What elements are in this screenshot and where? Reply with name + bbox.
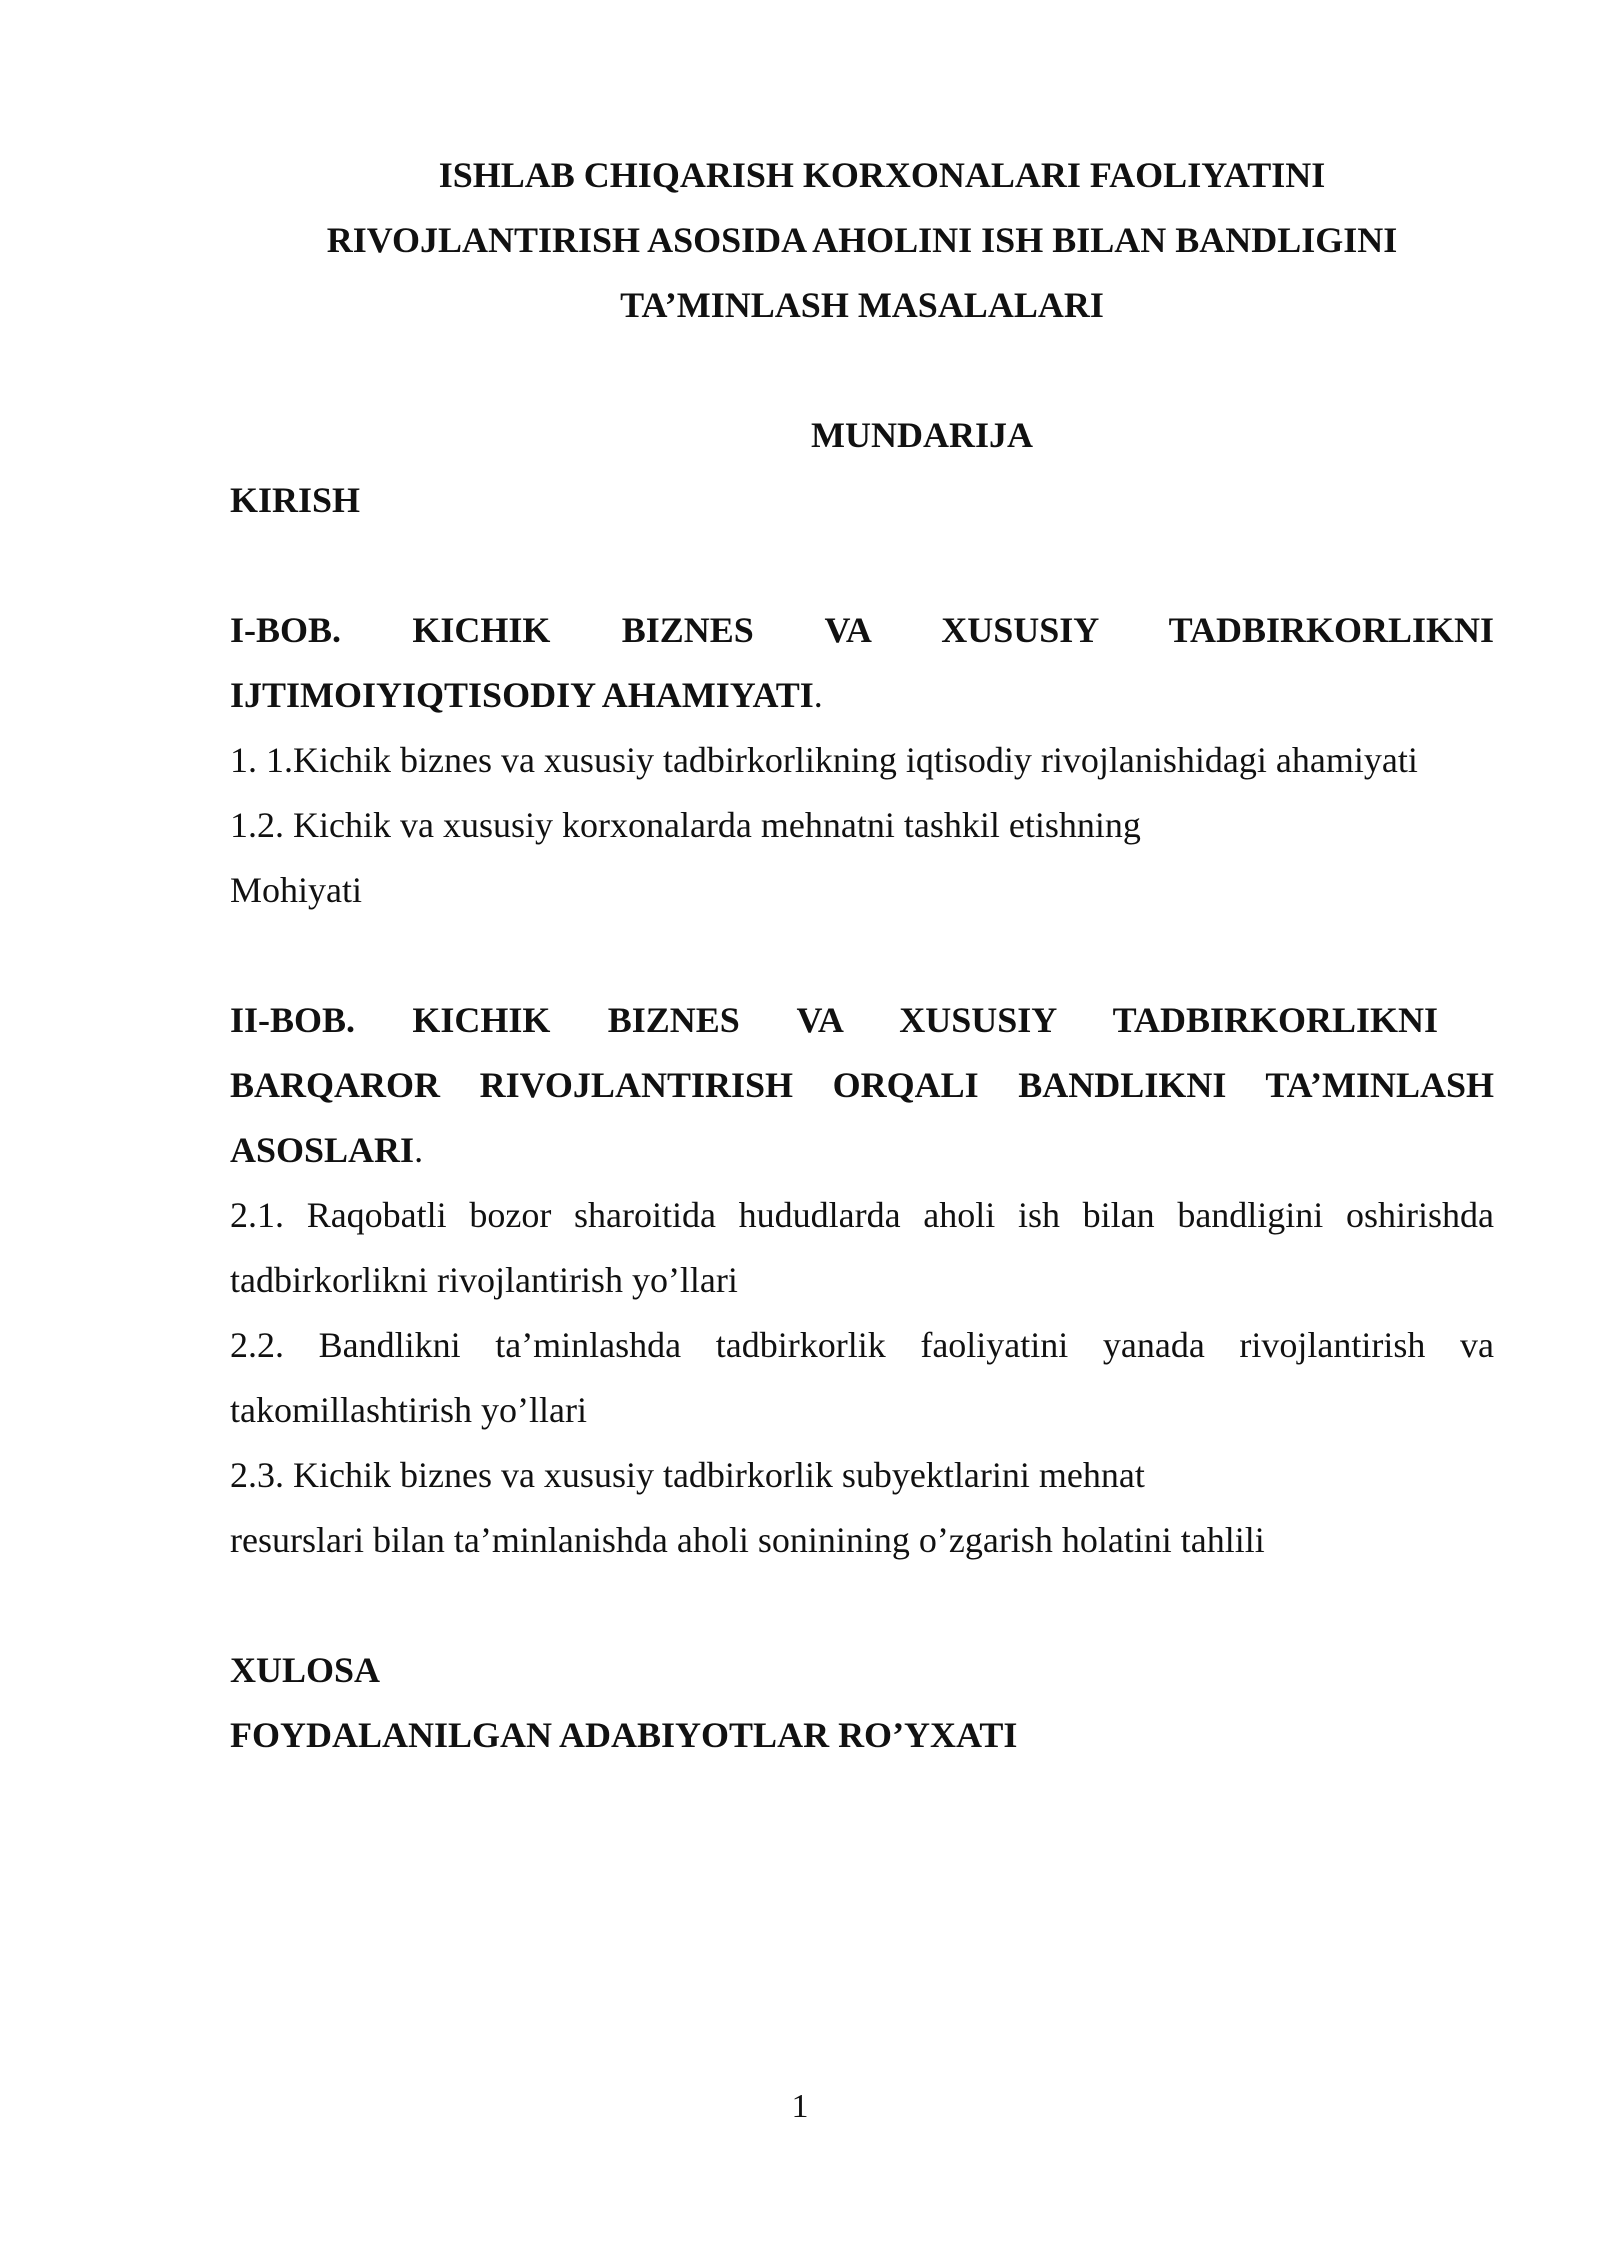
chapter-1-heading-line-1: I-BOB. KICHIK BIZNES VA XUSUSIY TADBIRKORLIKNI	[230, 610, 1494, 650]
chapter-1-heading-dot: .	[813, 675, 823, 715]
references-entry: FOYDALANILGAN ADABIYOTLAR RO’YXATI	[230, 1715, 1018, 1755]
chapter-2-heading-line-3-wrap	[230, 1118, 1494, 1183]
chapter-2-item-2-1-line-1: 2.1. Raqobatli bozor sharoitida hududlarda aholi ish bilan bandligini oshirishda	[230, 1195, 1494, 1235]
chapter-2-item-2-3-line-2: resurslari bilan ta’minlanishda aholi soninining o’zgarish holatini tahlili	[230, 1520, 1265, 1560]
chapter-2-heading-line-3: ASOSLARI	[230, 1130, 415, 1170]
toc-heading: MUNDARIJA	[811, 415, 1033, 455]
chapter-1-heading-line-2: IJTIMOIYIQTISODIY AHAMIYATI	[230, 675, 814, 715]
chapter-1-item-1-2-continuation: Mohiyati	[230, 870, 362, 910]
document-title	[230, 143, 1494, 338]
chapter-1-block	[230, 598, 1494, 923]
chapter-1-item-1-1: 1. 1.Kichik biznes va xususiy tadbirkorlikning iqtisodiy rivojlanishidagi ahamiyati	[230, 740, 1418, 780]
chapter-2-heading-dot: .	[414, 1130, 424, 1170]
chapter-2-item-2-3-line-1: 2.3. Kichik biznes va xususiy tadbirkorlik subyektlarini mehnat	[230, 1455, 1145, 1495]
page-number: 1	[791, 2088, 809, 2125]
title-line-3: TA’MINLASH MASALALARI	[620, 285, 1104, 325]
chapter-1-item-1-2: 1.2. Kichik va xususiy korxonalarda mehnatni tashkil etishning	[230, 805, 1141, 845]
chapter-2-item-2-2-line-1: 2.2. Bandlikni ta’minlashda tadbirkorlik faoliyatini yanada rivojlantirish va	[230, 1325, 1494, 1365]
chapter-2-item-2-1-line-2: tadbirkorlikni rivojlantirish yo’llari	[230, 1260, 738, 1300]
chapter-2-item-2-2-line-2: takomillashtirish yo’llari	[230, 1390, 587, 1430]
title-line-1: ISHLAB CHIQARISH KORXONALARI FAOLIYATINI	[438, 155, 1326, 195]
intro-entry: KIRISH	[230, 480, 361, 520]
chapter-2-block	[230, 988, 1494, 1573]
title-line-2: RIVOJLANTIRISH ASOSIDA AHOLINI ISH BILAN BANDLIGINI	[326, 220, 1398, 260]
chapter-2-heading-line-1: II-BOB. KICHIK BIZNES VA XUSUSIY TADBIRKORLIKNI	[230, 1000, 1438, 1040]
conclusion-entry: XULOSA	[230, 1650, 381, 1690]
chapter-1-heading-line-2-wrap	[230, 663, 1494, 728]
chapter-2-heading-line-2: BARQAROR RIVOJLANTIRISH ORQALI BANDLIKNI TA’MINLASH	[230, 1065, 1494, 1105]
